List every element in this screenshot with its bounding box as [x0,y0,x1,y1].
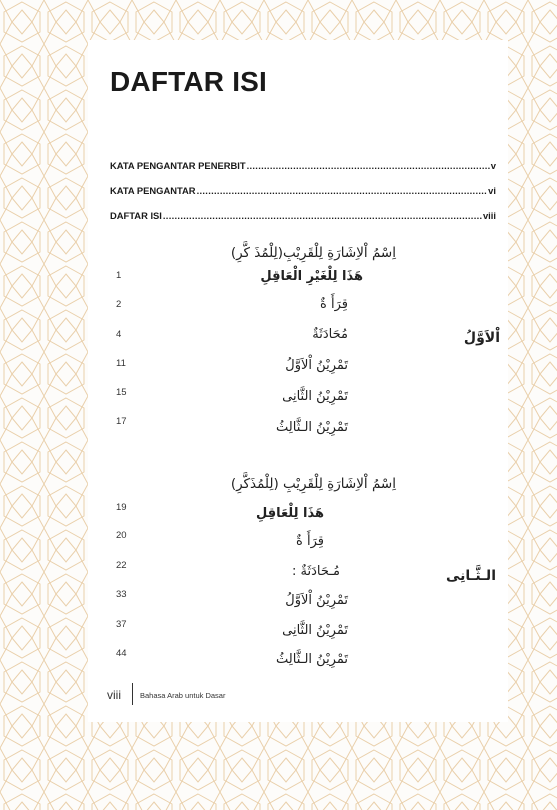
toc-page: v [490,160,496,171]
toc-label: KATA PENGANTAR [110,185,196,196]
item-label: تَمْرِيْنُ الثَّانِى [282,623,348,638]
chapter-1-name: اْلاَوَّلُ [463,330,500,346]
item-label: تَمْرِيْنُ اْلاَوَّلُ [285,358,348,373]
footer-divider [132,683,133,705]
chapter-2-topic: اِسْمُ اْلاِشَارَةِ لِلْقَرِيْبِ (لِلْمُذَكَّرِ) [230,476,396,492]
item-page: 22 [116,560,127,571]
toc-label: DAFTAR ISI [110,210,162,221]
item-page: 15 [116,387,127,398]
item-label: هَذَا لِلْعَاقِلِ [255,506,324,521]
item-label: قِرَأَ ةٌ [296,534,324,549]
item-label: تَمْرِيْنُ الـثَّالِثُ [276,652,348,667]
item-label: مُـحَادَثَةٌ : [291,564,340,579]
item-page: 19 [116,502,127,513]
toc-leader [197,185,488,196]
toc-page: viii [482,210,496,221]
item-label: تَمْرِيْنُ اْلاَوَّلُ [285,593,348,608]
toc-label: KATA PENGANTAR PENERBIT [110,160,246,171]
chapter-2-name: الـثَّـانِى [445,568,496,584]
toc-leader [163,210,482,221]
item-page: 11 [116,358,126,369]
item-page: 33 [116,589,127,600]
item-page: 17 [116,416,127,427]
chapter-1-topic: اِسْمُ اْلاِشَارَةِ لِلْقَرِيْبِ(لِلْمُذَ كَّرِ) [230,245,396,261]
footer-book-title: Bahasa Arab untuk Dasar [140,691,226,700]
item-label: قِرَأَ ةٌ [320,297,348,312]
toc-page: vi [488,185,496,196]
footer-page-number: viii [107,688,121,702]
page-title: DAFTAR ISI [110,66,268,97]
item-page: 37 [116,619,127,630]
item-page: 4 [116,329,122,340]
toc-row [110,210,496,221]
item-page: 2 [116,299,122,310]
item-page: 20 [116,530,127,541]
item-label: تَمْرِيْنُ الثَّانِى [282,389,348,404]
item-page: 1 [116,270,122,281]
toc-row [110,185,496,196]
item-label: مُحَادَثَةٌ [312,327,348,342]
item-label: هَذَا لِلْغَيْرِ الْعَاقِلِ [260,269,363,284]
item-label: تَمْرِيْنُ الـثَّالِثُ [276,420,348,435]
item-page: 44 [116,648,127,659]
content-page [88,40,508,722]
toc-leader [247,160,490,171]
toc-row [110,160,496,171]
